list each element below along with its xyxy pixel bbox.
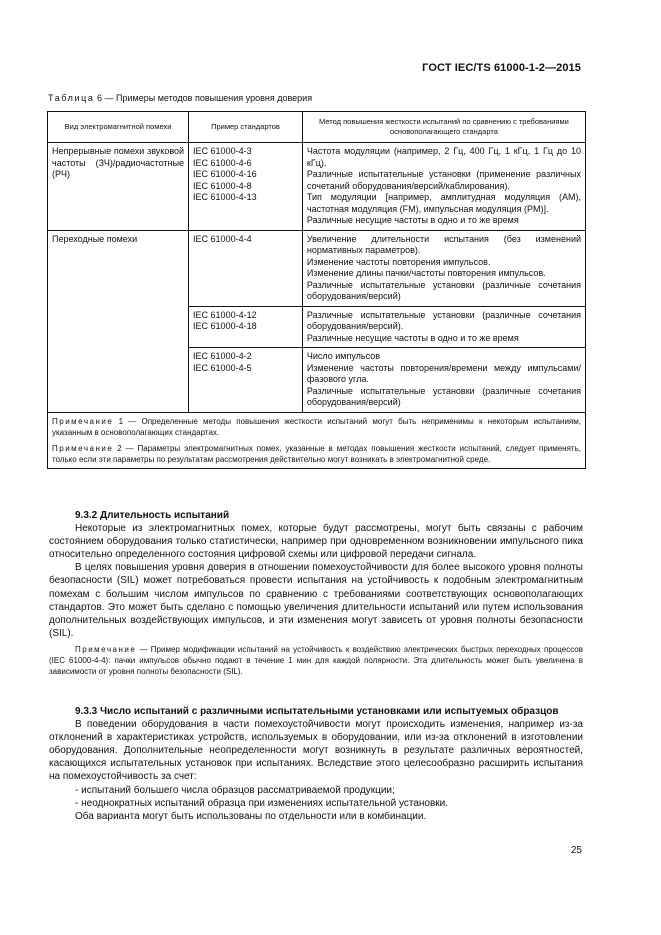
table-note xyxy=(52,443,581,465)
page-number: 25 xyxy=(570,845,582,856)
cell-method xyxy=(302,348,585,413)
table-notes-row xyxy=(48,412,586,468)
note-text: — Пример модификации испытаний на устойчивость к воздействию электрических быстрых переходных процессов (IEC 61000-4-4): пачки импульсов обычно подают в течение 1 мин для каждой полярности. Эта длительность может быть увеличена в зависимости от уровня полноты безопасности (SIL). xyxy=(49,644,583,676)
note-label: Примечание xyxy=(52,443,114,453)
table-caption xyxy=(48,93,312,103)
method-item: Тип модуляции [например, амплитудная модуляция (AM), частотная модуляция (FM), импульсная модуляция (PM)]. xyxy=(306,192,581,214)
method-item: Увеличение длительности испытания (без изменений нормативных параметров). xyxy=(306,233,581,255)
paragraph: В целях повышения уровня доверия в отношении помехоустойчивости для более высокого уровня полноты безопасности (SIL) может потребоваться провести испытания на устойчивость к подобным электромагнитным помехам с большим числом импульсов по сравнению с требованиями соответствующих основополагающих стандартов. Это может быть сделано с помощью увеличения длительности испытаний или путем использования дополнительных воздействующих импульсов, и эти изменения могут зависеть от уровня полноты безопасности (SIL). xyxy=(49,562,583,639)
method-item: Различные несущие частоты в одно и то же время xyxy=(306,215,519,225)
section-note xyxy=(49,644,583,677)
table-caption-word: Таблица xyxy=(48,93,95,103)
method-item: Различные испытательные установки (применение различных сочетаний оборудования/версий/каблирования). xyxy=(306,169,581,191)
method-item: Различные испытательные установки (различные сочетания оборудования/версий) xyxy=(306,279,581,301)
header-method: Метод повышения жесткости испытаний по сравнению с требованиями основополагающего стандарта xyxy=(302,112,585,143)
standard-item: IEC 61000-4-13 xyxy=(193,192,257,202)
method-item: Различные несущие частоты в одно и то же время xyxy=(306,332,519,343)
cell-method xyxy=(302,306,585,348)
section-9-3-3 xyxy=(49,705,583,823)
standard-item: IEC 61000-4-2 xyxy=(193,351,252,361)
standard-item: IEC 61000-4-12 xyxy=(193,309,257,320)
table-note xyxy=(52,416,581,438)
paragraph: В поведении оборудования в части помехоустойчивости могут происходить изменения, например из-за отклонений в характеристиках устройств, используемых в оборудовании, или из-за отклонений в изготовлении оборудования. Дополнительные неопределенности могут возникнуть в результате различных вероятностей, касающихся испытательных установок при испытаниях. Вследствие этого целесообразно расширить испытания на помехоустойчивость за счет: xyxy=(49,719,583,783)
standard-item: IEC 61000-4-3 xyxy=(193,146,252,156)
cell-standards xyxy=(189,143,303,231)
cell-standards xyxy=(189,348,303,413)
cell-standards xyxy=(189,230,303,306)
standard-item: IEC 61000-4-18 xyxy=(193,321,257,331)
method-item: Изменение частоты повторения/времени между импульсами/фазового угла. xyxy=(306,362,581,384)
note-text: 2 — Параметры электромагнитных помех, указанные в методах повышения жесткости испытаний, следует применять, только если эти параметры по результатам рассмотрения действительно могут возникать в электромагнитной среде. xyxy=(52,443,581,464)
method-item: Различные испытательные установки (различные сочетания оборудования/версий). xyxy=(306,309,581,331)
paragraph: Некоторые из электромагнитных помех, которые будут рассмотрены, могут быть связаны с рабочим состоянием оборудования только статистически, например при одновременном возникновении импульсного пика относительно определенного состояния цифровой схемы или цифровой передачи сигнала. xyxy=(49,523,583,561)
cell-emi-type: Непрерывные помехи звуковой частоты (ЗЧ)/радиочастотные (РЧ) xyxy=(48,143,189,231)
table-row xyxy=(48,230,586,306)
table-caption-text: 6 — Примеры методов повышения уровня доверия xyxy=(97,93,313,103)
method-item: Изменение длины пачки/частоты повторения импульсов. xyxy=(306,268,546,278)
standard-item: IEC 61000-4-5 xyxy=(193,362,252,373)
list-item: - испытаний большего числа образцов рассматриваемой продукции; xyxy=(75,784,395,796)
standard-item: IEC 61000-4-8 xyxy=(193,180,252,191)
section-heading: 9.3.3 Число испытаний с различными испытательными установками или испытуемых образцов xyxy=(75,706,559,717)
standard-item: IEC 61000-4-6 xyxy=(193,157,252,168)
table-notes xyxy=(48,412,586,468)
header-standards: Пример стандартов xyxy=(189,112,303,143)
note-label: Примечание xyxy=(75,644,137,654)
header-emi-type: Вид электромагнитной помехи xyxy=(48,112,189,143)
standard-item: IEC 61000-4-4 xyxy=(193,233,252,244)
table-header-row xyxy=(48,112,586,143)
section-9-3-2 xyxy=(49,509,583,677)
cell-emi-type: Переходные помехи xyxy=(48,230,189,412)
table-row xyxy=(48,143,586,231)
list-item: - неоднократных испытаний образца при изменениях испытательной установки. xyxy=(75,797,449,809)
methods-table xyxy=(47,111,586,469)
note-text: 1 — Определенные методы повышения жесткости испытаний могут быть неприменимы к некоторым испытаниям, указанным в основополагающих стандартах. xyxy=(52,416,581,437)
standard-header: ГОСТ IEC/TS 61000-1-2—2015 xyxy=(422,62,581,74)
method-item: Число импульсов xyxy=(306,351,380,361)
note-label: Примечание xyxy=(52,416,114,426)
method-item: Различные испытательные установки (различные сочетания оборудования/версий) xyxy=(306,385,581,407)
cell-standards xyxy=(189,306,303,348)
method-item: Частота модуляции (например, 2 Гц, 400 Гц, 1 кГц, 1 Гц до 10 кГц). xyxy=(306,146,581,168)
cell-method xyxy=(302,143,585,231)
method-item: Изменение частоты повторения импульсов. xyxy=(306,256,491,267)
paragraph: Оба варианта могут быть использованы по отдельности или в комбинации. xyxy=(75,810,427,822)
section-heading: 9.3.2 Длительность испытаний xyxy=(75,510,230,521)
cell-method xyxy=(302,230,585,306)
standard-item: IEC 61000-4-16 xyxy=(193,169,257,179)
